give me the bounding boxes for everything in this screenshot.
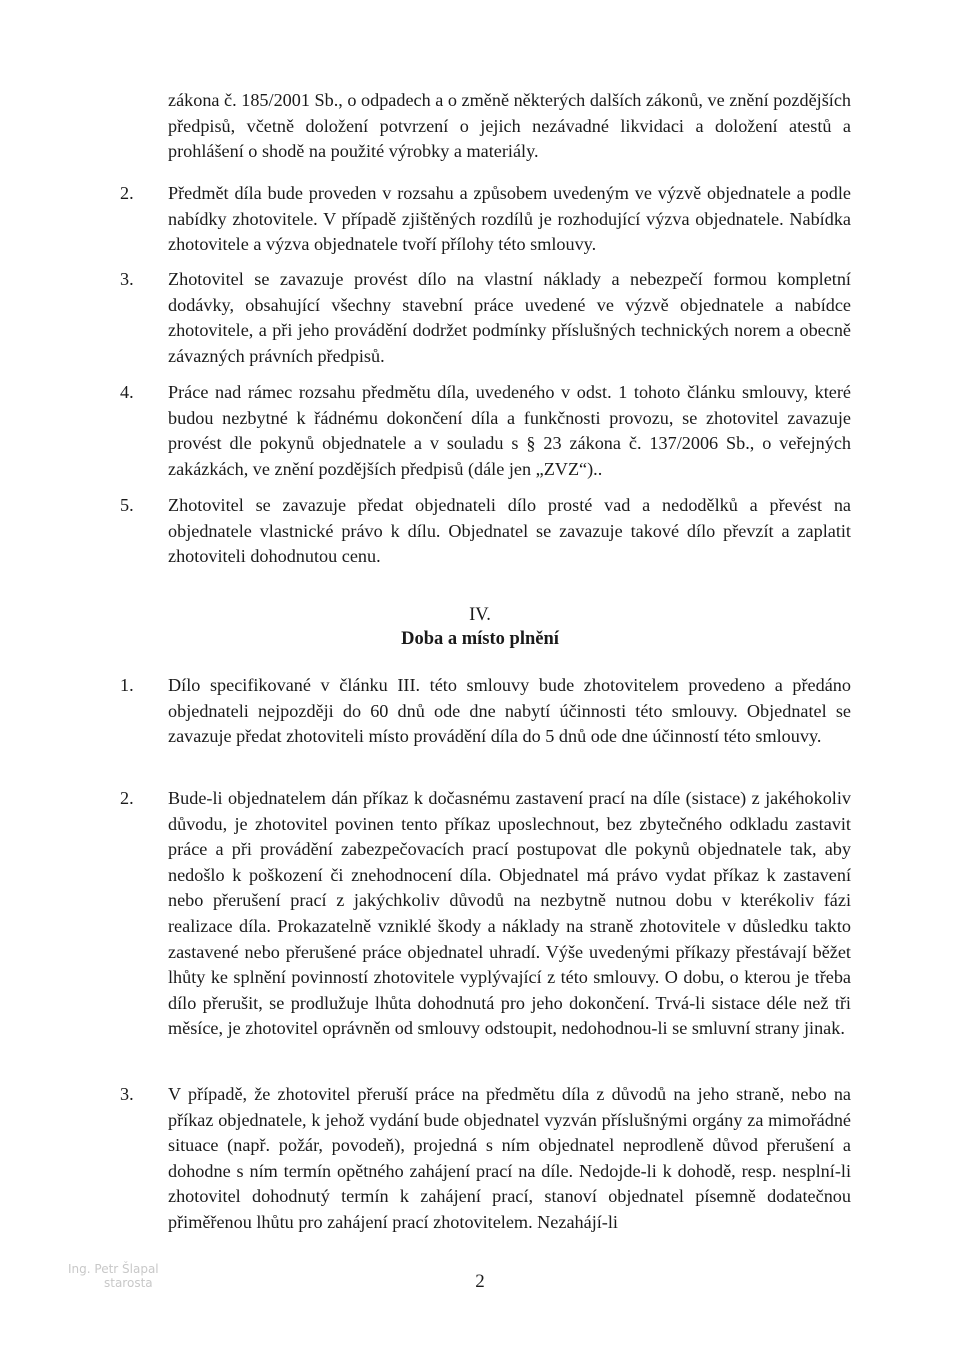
- intro-paragraph: zákona č. 185/2001 Sb., o odpadech a o změně některých dalších zákonů, ve znění pozdějších předpisů, včetně doložení potvrzení o jejich nezávadné likvidaci a doložení atestů a prohlášení o shodě na použité výrobky a materiály.: [168, 90, 851, 162]
- item-text: Bude-li objednatelem dán příkaz k dočasnému zastavení prací na díle (sistace) z jakéhokoliv důvodu, je zhotovitel povinen tento příkaz uposlechnout, bez zbytečného odkladu zastavit práce a při provádění zabezpečovacích prací postupovat dle pokynů objednatele tak, aby nedošlo k poškození či znehodnocení díla. Objednatel má právo vydat příkaz k zastavení nebo přerušení prací z jakýchkoliv důvodů na nezbytně nutnou dobu v kterékoliv fázi realizace díla. Prokazatelně vzniklé škody a náklady na straně zhotovitele v důsledku takto zastavené nebo přerušené práce objednatel uhradí. Výše uvedenými příkazy přestávají běžet lhůty ke splnění povinností zhotovitele vyplývající z této smlouvy. O dobu, o kterou je třeba dílo přerušit, se prodlužuje lhůta dohodnutá pro jeho dokončení. Trvá-li sistace déle než tři měsíce, je zhotovitel oprávněn od smlouvy odstoupit, nedohodnou-li se smluvní strany jinak.: [168, 788, 851, 1039]
- item-number: 1.: [120, 675, 134, 695]
- section-title: Doba a místo plnění: [401, 629, 559, 649]
- item-number: 4.: [120, 382, 134, 402]
- item-text: Práce nad rámec rozsahu předmětu díla, uvedeného v odst. 1 tohoto článku smlouvy, které budou nezbytné k řádnému dokončení díla a funkčnosti provozu, se zhotovitel zavazuje provést dle pokynů objednatele a v souladu s § 23 zákona č. 137/2006 Sb., o veřejných zakázkách, ve znění pozdějších předpisů (dále jen „ZVZ“)..: [168, 382, 851, 479]
- page-number: 2: [475, 1271, 485, 1292]
- item-text: Zhotovitel se zavazuje provést dílo na vlastní náklady a nebezpečí formou kompletní dodávky, obsahující všechny stavební práce uvedené ve výzvě objednatele a nabídce zhotovitele, a při jeho provádění dodržet podmínky příslušných technických norem a obecně závazných právních předpisů.: [168, 269, 851, 366]
- stamp-line: Ing. Petr Šlapal: [68, 1262, 159, 1276]
- item-text: V případě, že zhotovitel přeruší práce na předmětu díla z důvodů na jeho straně, nebo na příkaz objednatele, k jehož vydání bude objednatel vyzván příslušnými orgány za mimořádné situace (např. požár, povodeň), projedná s ním objednatel neprodleně důvod přerušení a dohodne s ním termín opětného zahájení prací na díle. Nedojde-li k dohodě, resp. nesplní-li zhotovitel dohodnutý termín k zahájení prací, stanoví objednatel písemně dodatečnou přiměřenou lhůtu pro zahájení prací zhotovitelem. Nezahájí-li: [168, 1084, 851, 1232]
- item-text: Dílo specifikované v článku III. této smlouvy bude zhotovitelem provedeno a předáno objednateli nejpozději do 60 dnů ode dne nabytí účinnosti této smlouvy. Objednatel se zavazuje předat zhotoviteli místo provádění díla do 5 dnů ode dne účinností této smlouvy.: [168, 675, 851, 747]
- item-text: Předmět díla bude proveden v rozsahu a způsobem uvedeným ve výzvě objednatele a podle nabídky zhotovitele. V případě zjištěných rozdílů je rozhodující výzva objednatele. Nabídka zhotovitele a výzva objednatele tvoří přílohy této smlouvy.: [168, 183, 851, 255]
- item-number: 5.: [120, 495, 134, 515]
- stamp-line: starosta: [104, 1276, 153, 1290]
- item-number: 3.: [120, 1084, 134, 1104]
- item-number: 2.: [120, 183, 134, 203]
- item-text: Zhotovitel se zavazuje předat objednateli dílo prosté vad a nedodělků a převést na objednatele vlastnické právo k dílu. Objednatel se zavazuje takové dílo převzít a zaplatit zhotoviteli dohodnutou cenu.: [168, 495, 851, 567]
- item-number: 3.: [120, 269, 134, 289]
- section-roman-numeral: IV.: [469, 605, 491, 625]
- item-number: 2.: [120, 788, 134, 808]
